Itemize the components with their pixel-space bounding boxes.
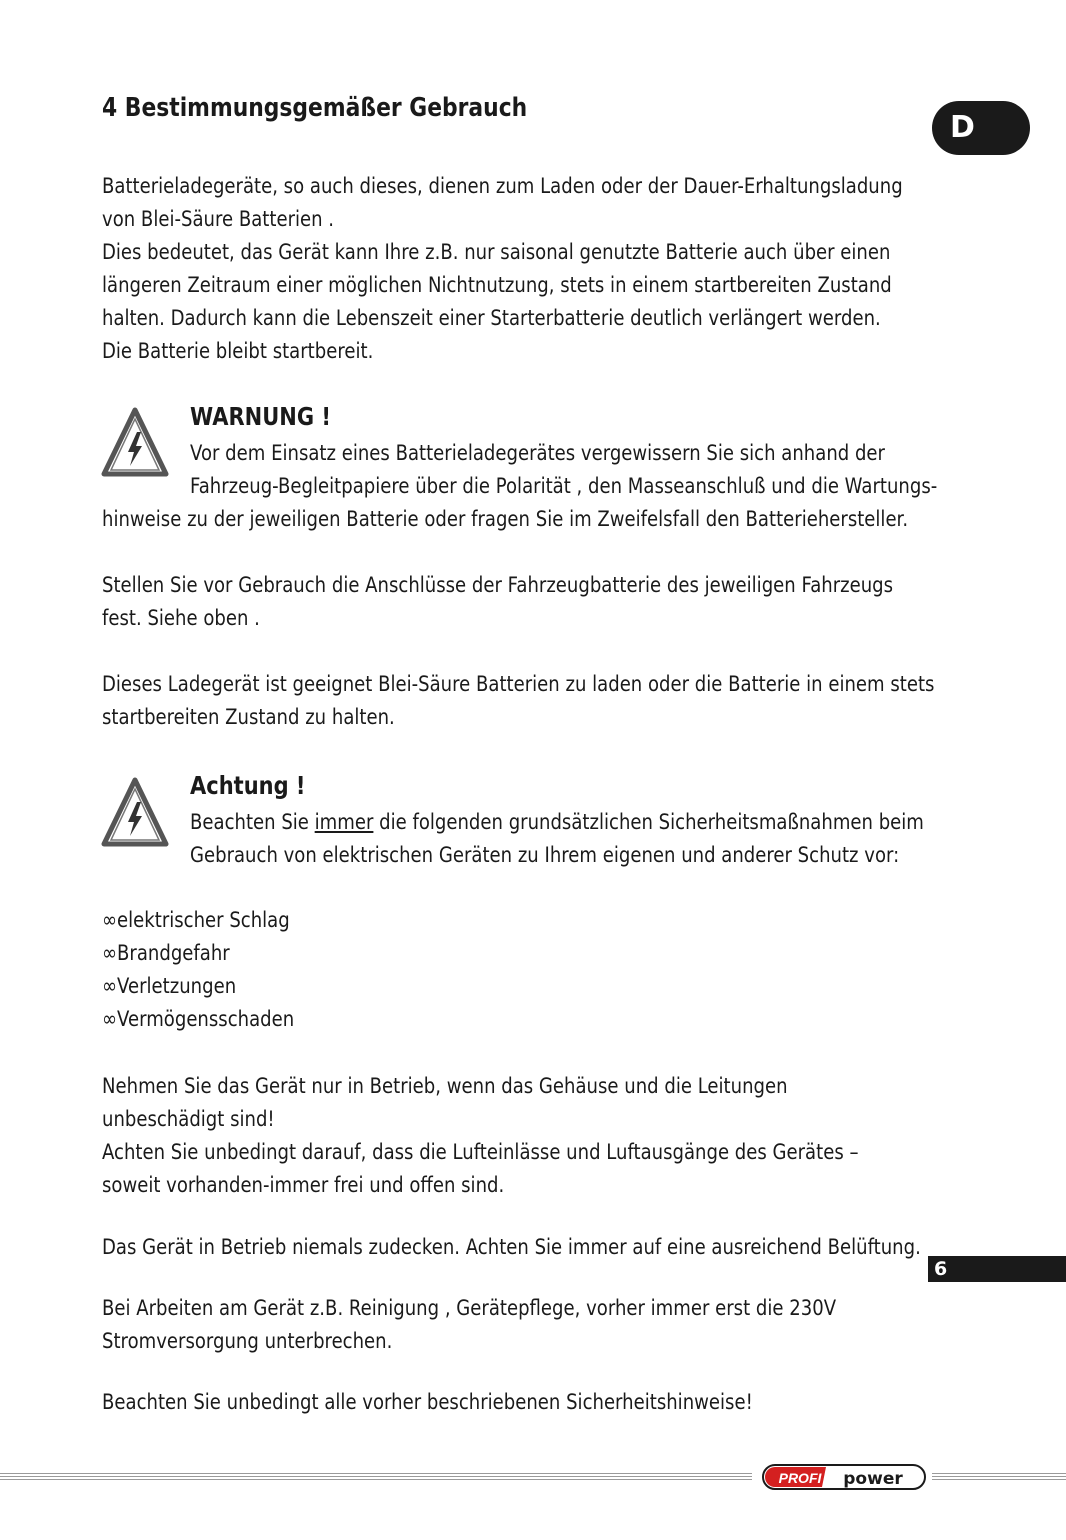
warning-title: WARNUNG ! <box>190 402 331 431</box>
cover-paragraph: Das Gerät in Betrieb niemals zudecken. Achten Sie immer auf eine ausreichend Belüftung. <box>102 1235 921 1260</box>
intro-paragraph: Batterieladegeräte, so auch dieses, dienen zum Laden oder der Dauer-Erhaltungsladung von Blei-Säure Batterien . Dies bedeutet, das Gerät kann Ihre z.B. nur saisonal genutzte Batterie auch über einen längeren Zeitraum einer möglichen Nichtnutzung, stets in einem startbereiten Zustand halten. Dadurch kann die Lebenszeit einer Starterbatterie deutlich verlängert werden. Die Batterie bleibt startbereit. <box>102 174 903 364</box>
connections-paragraph: Stellen Sie vor Gebrauch die Anschlüsse der Fahrzeugbatterie des jeweiligen Fahrzeugs fest. Siehe oben . <box>102 573 894 631</box>
high-voltage-warning-icon <box>101 406 169 478</box>
high-voltage-warning-icon <box>101 776 169 848</box>
svg-text:power: power <box>843 1469 903 1489</box>
section-heading: 4 Bestimmungsgemäßer Gebrauch <box>102 93 528 123</box>
page-number: 6 <box>928 1256 1066 1282</box>
suitability-paragraph: Dieses Ladegerät ist geeignet Blei-Säure Batterien zu laden oder die Batterie in einem stets startbereiten Zustand zu halten. <box>102 672 935 730</box>
footer-rule-left <box>0 1473 752 1482</box>
svg-text:PROFI: PROFI <box>778 1470 822 1486</box>
warning-text: Vor dem Einsatz eines Batterieladegerätes vergewissern Sie sich anhand der Fahrzeug-Begleitpapiere über die Polarität , den Masseanschluß und die Wartungs- <box>190 441 938 499</box>
caution-title: Achtung ! <box>190 771 306 800</box>
language-tab: D <box>932 101 1030 155</box>
warning-continuation: hinweise zu der jeweiligen Batterie oder fragen Sie im Zweifelsfall den Batteriehersteller. <box>102 507 909 532</box>
final-paragraph: Beachten Sie unbedingt alle vorher beschriebenen Sicherheitshinweise! <box>102 1390 753 1415</box>
cleaning-paragraph: Bei Arbeiten am Gerät z.B. Reinigung , Gerätepflege, vorher immer erst die 230V Stromversorgung unterbrechen. <box>102 1296 837 1354</box>
list-item: ∞elektrischer Schlag <box>102 908 290 933</box>
list-item: ∞Verletzungen <box>102 974 237 999</box>
hazard-list <box>102 904 331 1036</box>
list-item: ∞Vermögensschaden <box>102 1007 295 1032</box>
list-item: ∞Brandgefahr <box>102 941 230 966</box>
profi-power-logo <box>762 1463 926 1491</box>
operation-paragraph: Nehmen Sie das Gerät nur in Betrieb, wenn das Gehäuse und die Leitungen unbeschädigt sind! Achten Sie unbedingt darauf, dass die Lufteinlässe und Luftausgänge des Gerätes – soweit vorhanden-immer frei und offen sind. <box>102 1074 859 1198</box>
caution-text: Beachten Sie immer die folgenden grundsätzlichen Sicherheitsmaßnahmen beim Gebrauch von elektrischen Geräten zu Ihrem eigenen und anderer Schutz vor: <box>190 810 924 868</box>
footer-rule-right <box>932 1473 1066 1482</box>
